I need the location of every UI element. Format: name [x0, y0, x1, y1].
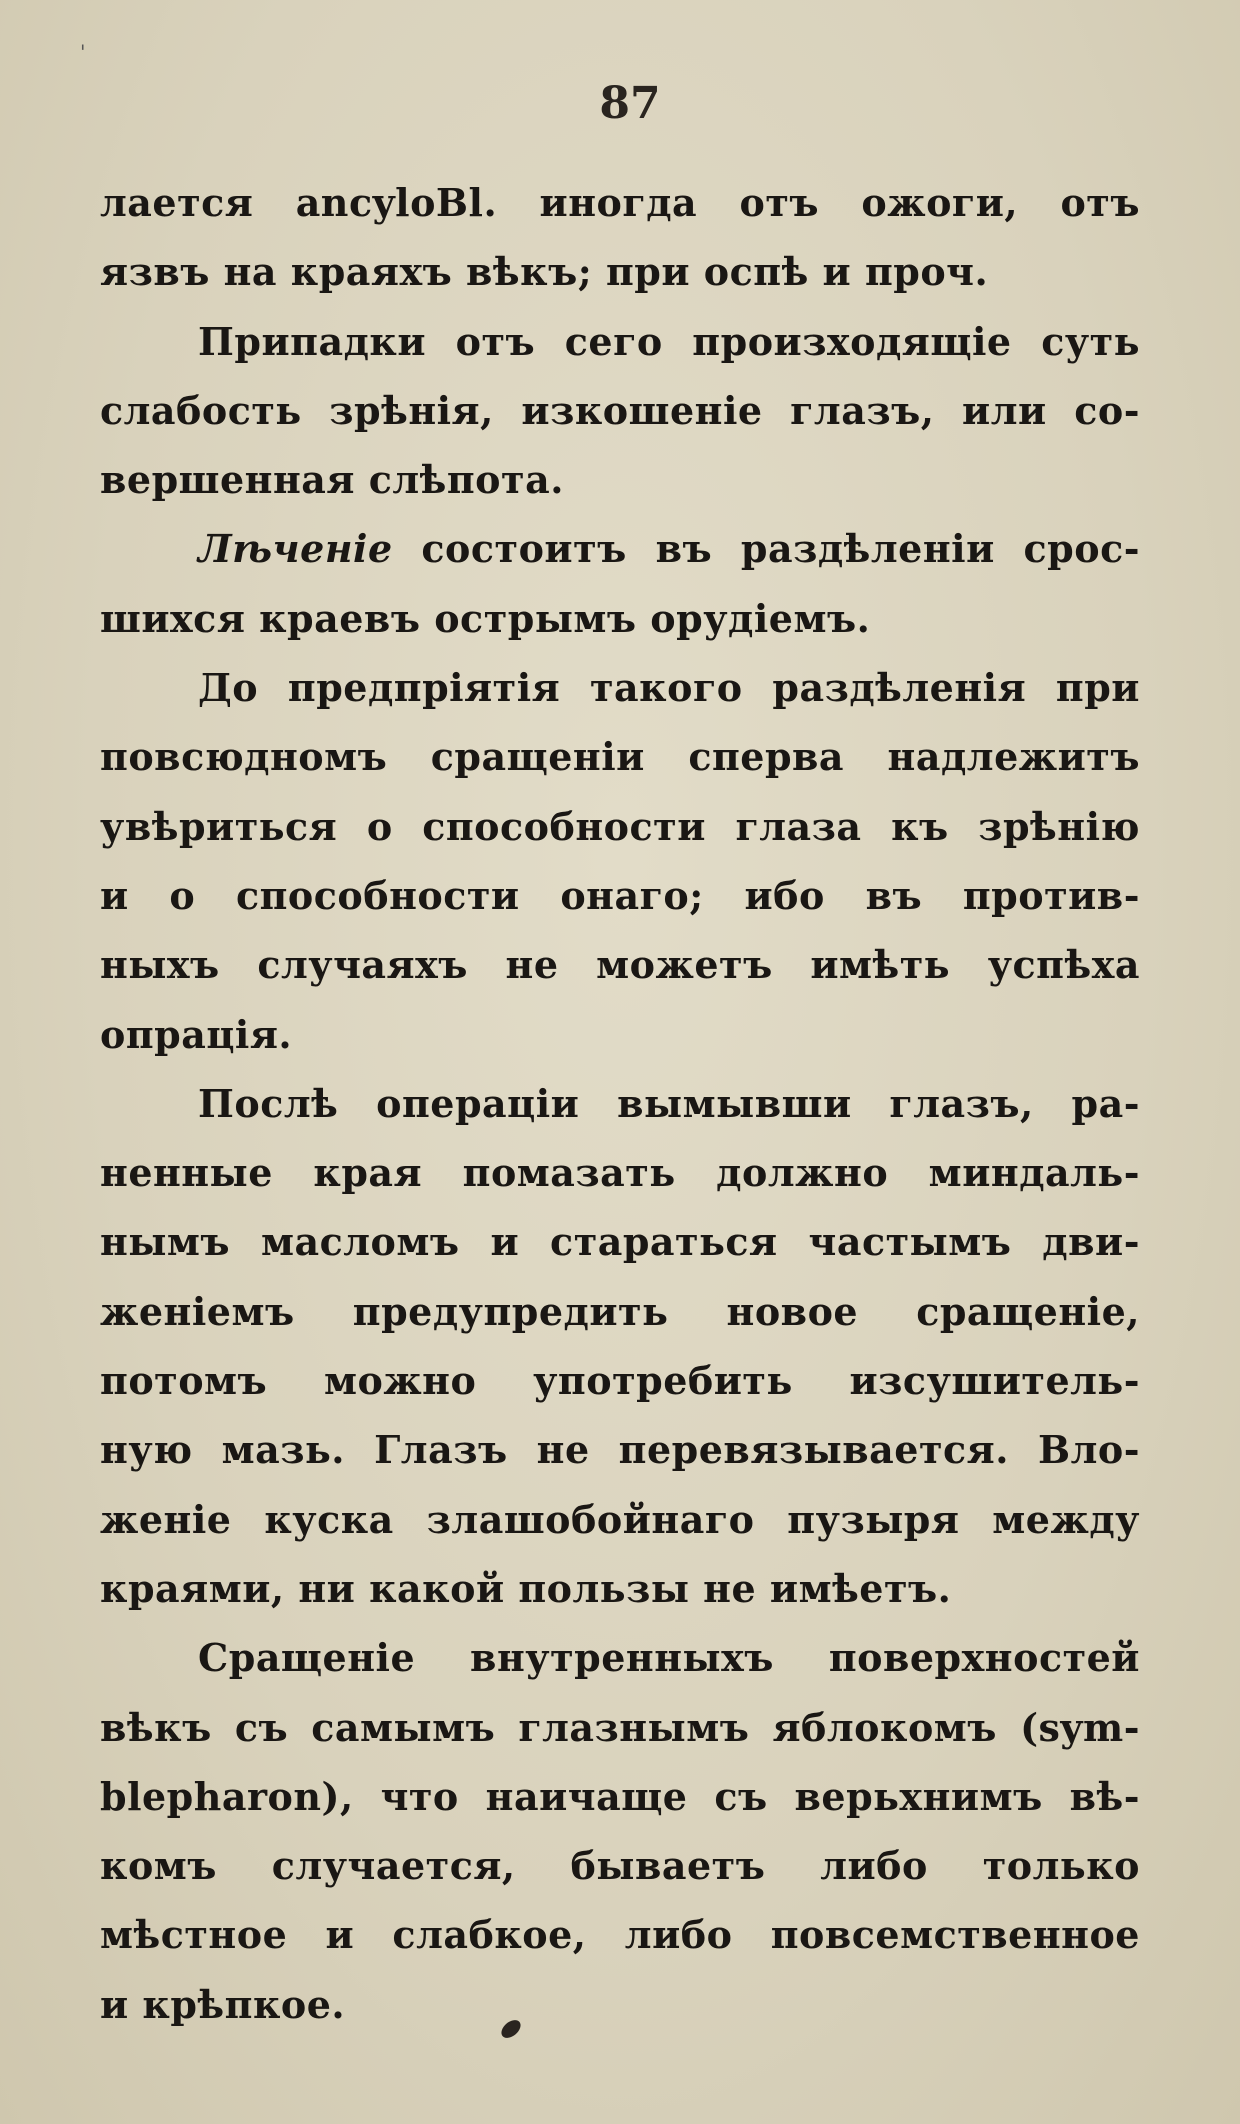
text-line: комъ случается, бываетъ либо только — [100, 1843, 1140, 1889]
text-line: и о способности онаго; ибо въ против- — [100, 872, 1140, 918]
text-line: потомъ можно употребить изсушитель- — [100, 1358, 1140, 1404]
text-line: краями, ни какой пользы не имѣетъ. — [100, 1565, 952, 1611]
page-number: 87 — [599, 78, 661, 129]
text-line: слабость зрѣнія, изкошеніе глазъ, или со- — [100, 387, 1140, 433]
text-line-rest: состоитъ въ раздѣленіи срос- — [421, 526, 1140, 572]
text-line: увѣриться о способности глаза къ зрѣнію — [100, 803, 1140, 849]
text-line: нымъ масломъ и стараться частымъ дви- — [100, 1219, 1140, 1265]
text-line: ныхъ случаяхъ не можетъ имѣть успѣха — [100, 942, 1140, 988]
text-line: ненные края помазать должно миндаль- — [100, 1150, 1140, 1196]
text-line: и крѣпкое. — [100, 1981, 346, 2027]
text-line: лается ancyloBl. иногда отъ ожоги, отъ — [100, 180, 1140, 225]
text-line: мѣстное и слабкое, либо повсемственное — [100, 1912, 1140, 1958]
text-line: ную мазь. Глазъ не перевязывается. Вло- — [100, 1427, 1140, 1473]
text-line: До предпріятія такого раздѣленія при — [198, 665, 1140, 711]
text-line: опрація. — [100, 1011, 293, 1057]
page-mark: ' — [80, 40, 86, 64]
text-line: повсюдномъ сращеніи сперва надлежитъ — [100, 734, 1140, 780]
italic-term: Лѣченіе — [198, 526, 393, 572]
text-line: Сращеніе внутренныхъ поверхностей — [198, 1635, 1140, 1681]
text-line: вѣкъ съ самымъ глазнымъ яблокомъ (sym- — [100, 1704, 1140, 1750]
text-line: Припадки отъ сего произходящіе суть — [198, 318, 1140, 364]
text-line: шихся краевъ острымъ орудіемъ. — [100, 595, 871, 641]
text-line: женіе куска злашобойнаго пузыря между — [100, 1496, 1140, 1542]
text-line: Послѣ операціи вымывши глазъ, ра- — [198, 1080, 1140, 1126]
text-line — [100, 514, 1140, 583]
text-line: вершенная слѣпота. — [100, 457, 564, 503]
text-line: blepharon), что наичаще съ верьхнимъ вѣ- — [100, 1773, 1140, 1819]
text-line: язвъ на краяхъ вѣкъ; при оспѣ и проч. — [100, 249, 989, 295]
text-line: женіемъ предупредить новое сращеніе, — [100, 1288, 1140, 1334]
body-text — [100, 168, 1140, 2039]
